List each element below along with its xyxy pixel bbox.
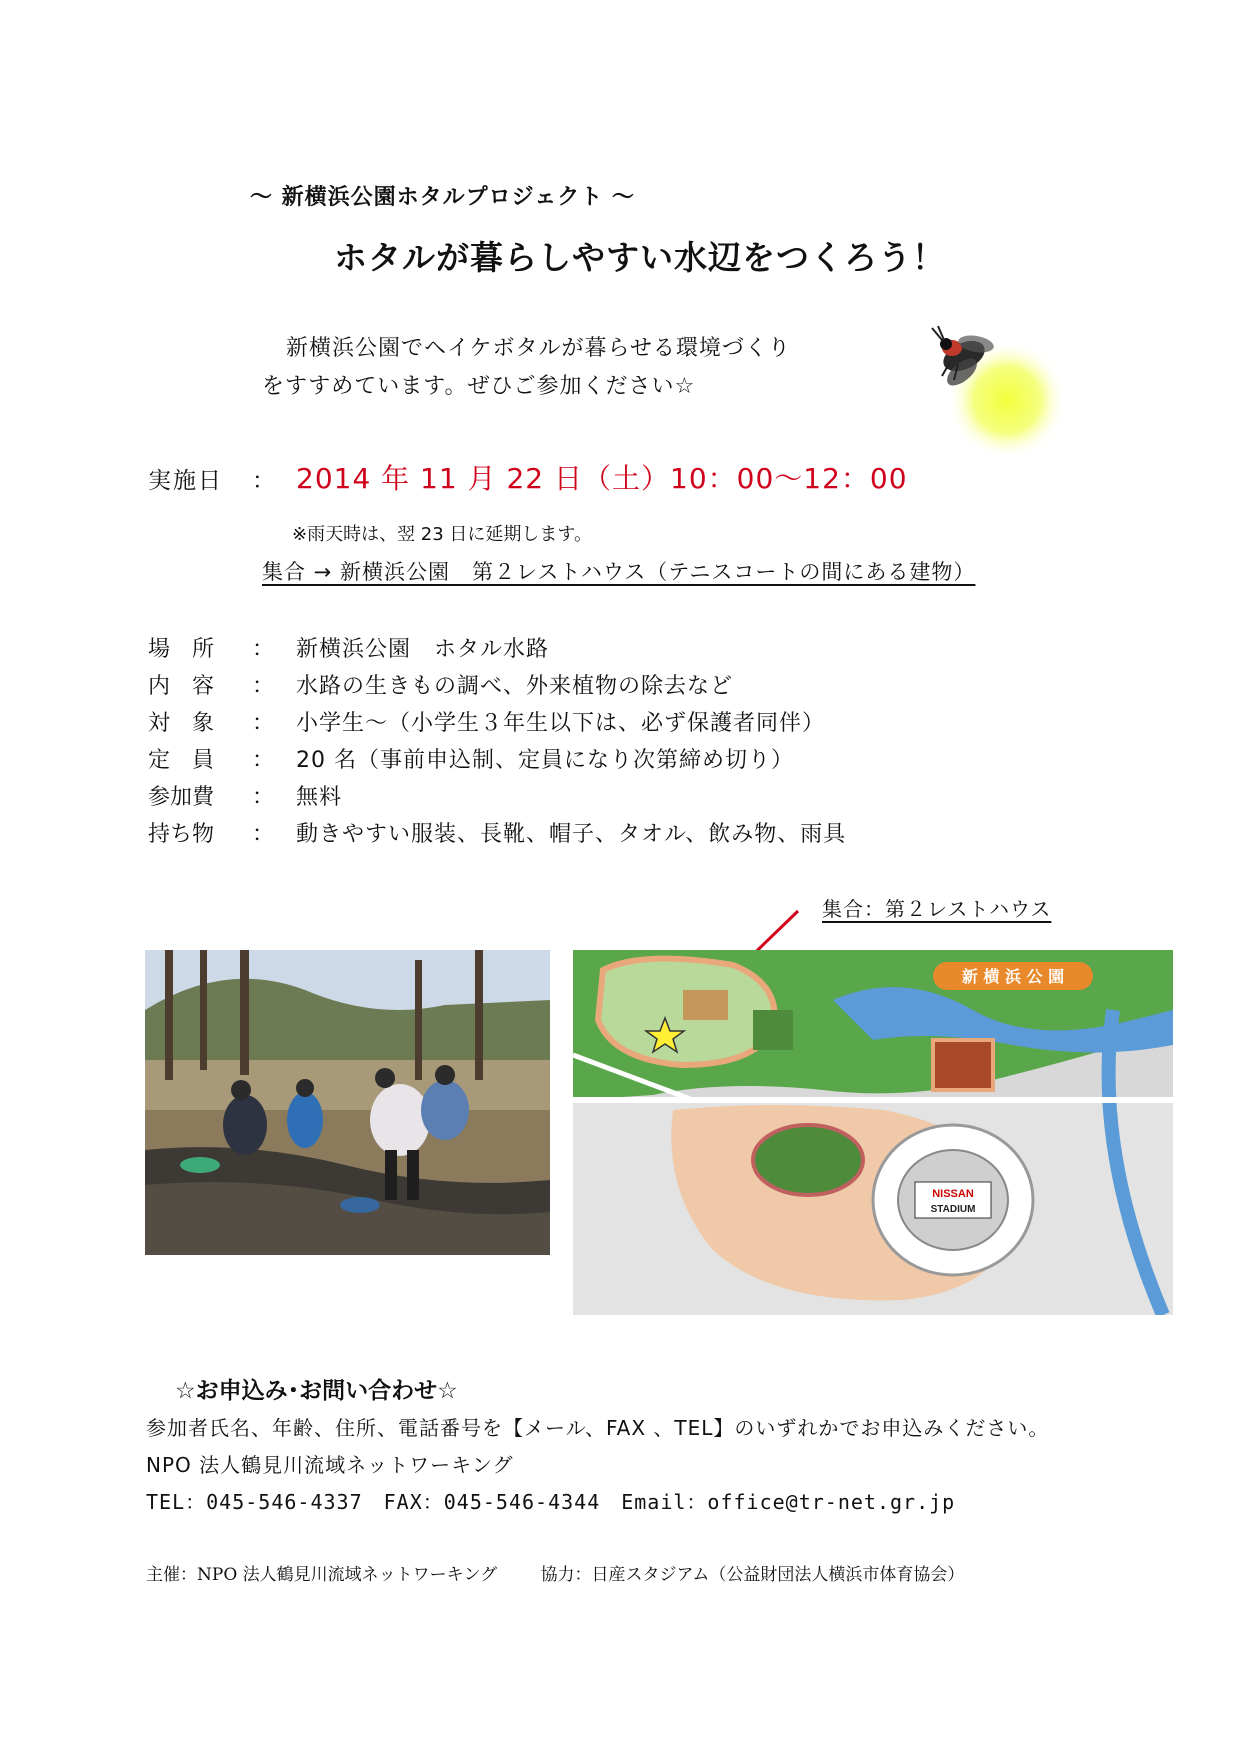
event-photo [145,950,550,1255]
detail-colon: ： [252,637,275,662]
stadium-label-2: STADIUM [930,1204,976,1215]
firefly-illustration [912,318,1062,468]
detail-value: 無料 [296,785,343,810]
detail-label: 対 象 [148,711,215,736]
detail-value: 新横浜公園 ホタル水路 [296,637,550,662]
rain-note: ※雨天時は、翌 23 日に延期します。 [292,524,592,545]
stadium-label-1: NISSAN [932,1188,974,1200]
intro-line-1: 新横浜公園でヘイケボタルが暮らせる環境づくり [286,336,791,361]
intro-line-2: をすすめています。ぜひご参加ください☆ [262,374,696,399]
detail-colon: ： [252,674,275,699]
contact-heading: ☆お申込み･お問い合わせ☆ [175,1378,458,1404]
detail-colon: ： [252,822,275,847]
project-subtitle: ～ 新横浜公園ホタルプロジェクト ～ [250,185,635,210]
map-illustration [573,950,1173,1315]
detail-label: 持ち物 [148,822,215,847]
detail-colon: ： [252,711,275,736]
event-date: 2014 年 11 月 22 日（土）10：00～12：00 [296,462,908,495]
detail-label: 参加費 [148,785,215,810]
map-park-title: 新 横 浜 公 園 [961,967,1065,986]
detail-label: 定 員 [148,748,215,773]
detail-value: 小学生～（小学生３年生以下は、必ず保護者同伴） [296,711,826,736]
date-label: 実施日 [148,468,223,494]
meeting-point: 集合 → 新横浜公園 第２レストハウス（テニスコートの間にある建物） [262,560,976,584]
detail-value: 動きやすい服装、長靴、帽子、タオル、飲み物、雨具 [296,822,847,847]
contact-info [146,1410,1049,1521]
organizer: 主催：NPO 法人鶴見川流域ネットワーキング [146,1565,498,1585]
page-title: ホタルが暮らしやすい水辺をつくろう！ [334,238,946,277]
detail-value: 20 名（事前申込制、定員になり次第締め切り） [296,748,794,773]
footer [146,1560,1002,1585]
cooperation: 協力：日産スタジアム（公益財団法人横浜市体育協会） [540,1565,965,1585]
detail-label: 場 所 [148,637,215,662]
contact-org: NPO 法人鶴見川流域ネットワーキング [146,1453,514,1477]
contact-numbers: TEL：045-546-4337 FAX：045-546-4344 Email：office@tr-net.gr.jp [146,1490,956,1514]
map-callout: 集合：第２レストハウス [822,897,1052,921]
intro-text [262,330,791,406]
park-map [573,950,1173,1315]
detail-colon: ： [252,785,275,810]
detail-colon: ： [252,748,275,773]
contact-line-1: 参加者氏名、年齢、住所、電話番号を【メール、FAX 、TEL】のいずれかでお申込みください。 [146,1416,1050,1440]
date-colon: ： [252,468,275,494]
detail-value: 水路の生きもの調べ、外来植物の除去など [296,674,734,699]
detail-label: 内 容 [148,674,215,699]
